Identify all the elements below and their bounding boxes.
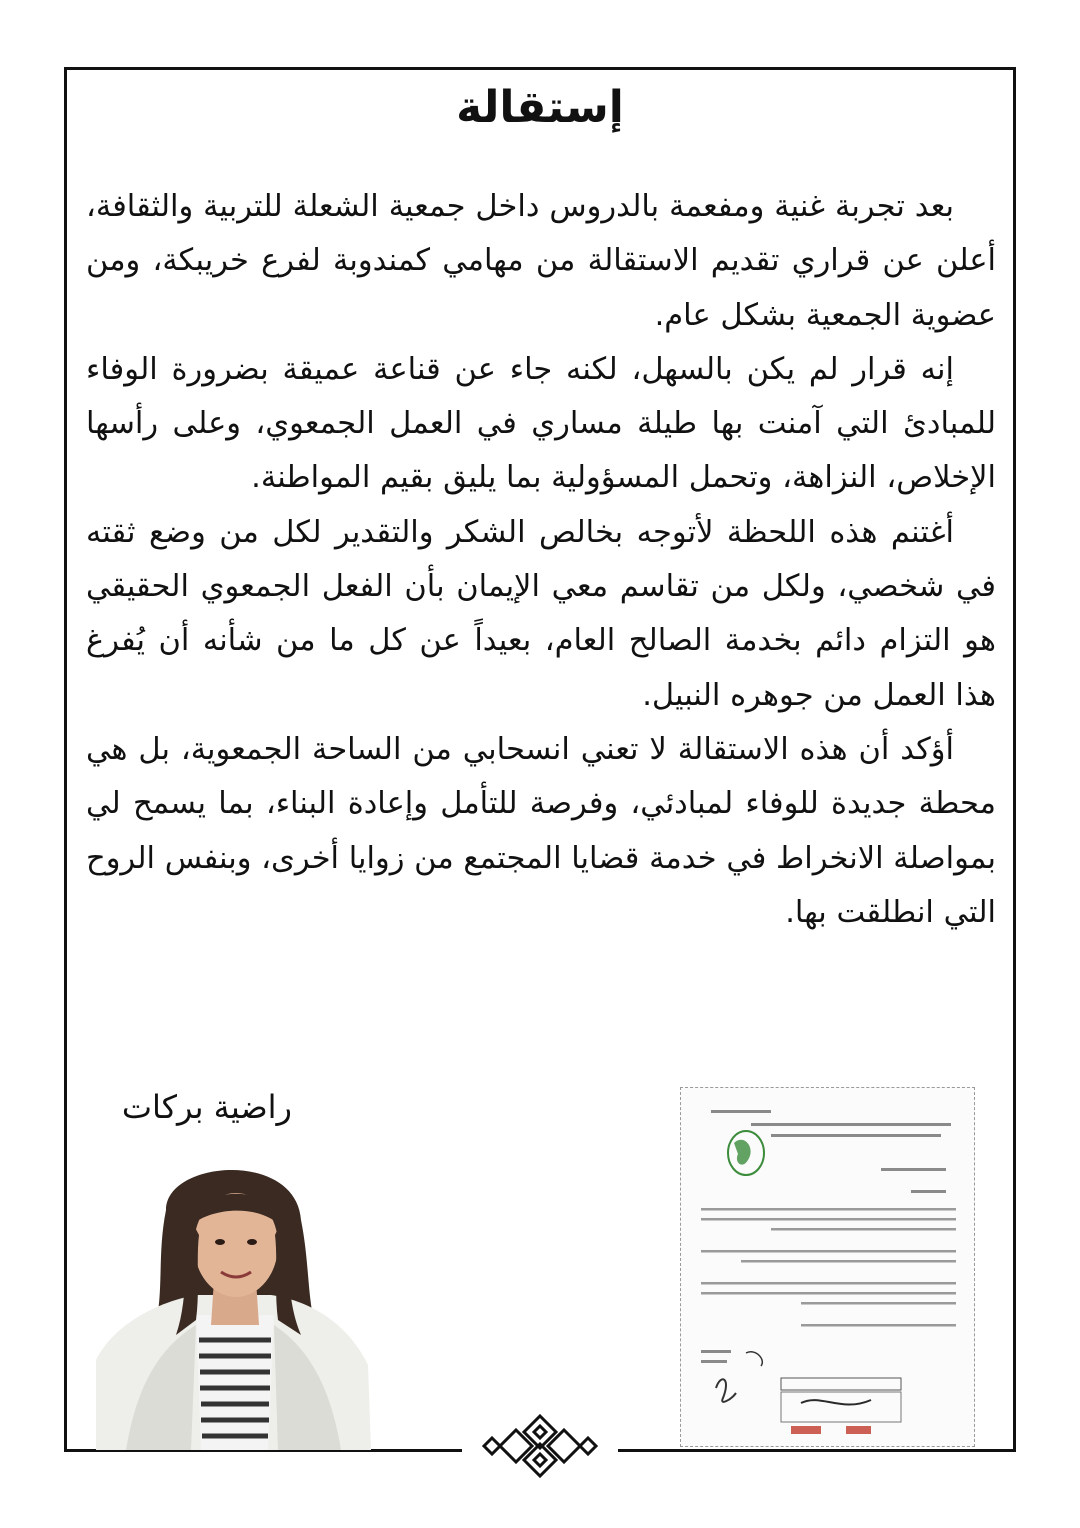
scanned-letter-illustration [681, 1088, 975, 1447]
diamond-knot-ornament-icon [470, 1412, 610, 1480]
paragraph-1: بعد تجربة غنية ومفعمة بالدروس داخل جمعية الشعلة للتربية والثقافة، أعلن عن قراري تقديم الاستقالة من مهامي كمندوبة لفرع خريبكة، ومن عضوية الجمعية بشكل عام. [86, 189, 996, 333]
portrait-illustration [96, 1150, 371, 1450]
scanned-letter-thumbnail [680, 1087, 975, 1447]
paragraph-2: إنه قرار لم يكن بالسهل، لكنه جاء عن قناعة عميقة بضرورة الوفاء للمبادئ التي آمنت بها طيلة مساري في العمل الجمعوي، وعلى رأسها الإخلاص، النزاهة، وتحمل المسؤولية بما يليق بقيم المواطنة. [86, 351, 996, 496]
paragraph-4: أؤكد أن هذه الاستقالة لا تعني انسحابي من الساحة الجمعوية، بل هي محطة جديدة للوفاء لمبادئي، وفرصة للتأمل وإعادة البناء، بما يسمح لي بمواصلة الانخراط في خدمة قضايا المجتمع من زوايا أخرى، وبنفس الروح التي انطلقت بها. [86, 731, 996, 930]
paragraph-3: أغتنم هذه اللحظة لأتوجه بخالص الشكر والتقدير لكل من وضع ثقته في شخصي، ولكل من تقاسم معي الإيمان بأن الفعل الجمعوي الحقيقي هو التزام دائم بخدمة الصالح العام، بعيداً عن كل ما من شأنه أن يُفرغ هذا العمل من جوهره النبيل. [86, 514, 996, 713]
signature-name: راضية بركات [121, 1088, 292, 1126]
page-title: إستقالة [456, 82, 624, 133]
portrait-photo [96, 1150, 371, 1450]
letter-body [86, 180, 996, 940]
